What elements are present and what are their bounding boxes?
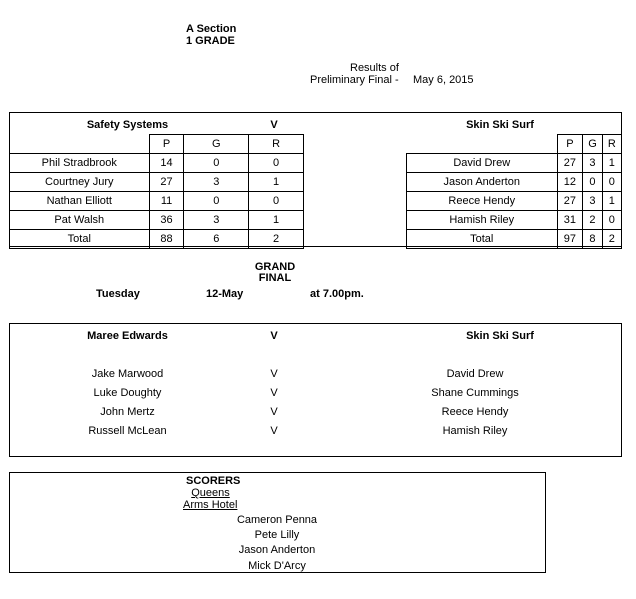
scorer-name: Pete Lilly: [254, 529, 300, 541]
total-r: 2: [602, 230, 621, 249]
scorer-name: Jason Anderton: [238, 544, 316, 556]
player-name: Courtney Jury: [10, 173, 150, 192]
total-g: 6: [184, 230, 249, 249]
grand-final-title-line2: FINAL: [258, 272, 292, 284]
player-name: Jason Anderton: [407, 173, 558, 192]
grand-final-date: 12-May: [206, 288, 244, 300]
away-team-name: Skin Ski Surf: [466, 119, 534, 131]
versus-label: V: [270, 119, 278, 131]
table-row: [407, 211, 622, 230]
column-header-g: G: [184, 135, 249, 154]
player-p: 14: [149, 154, 184, 173]
lineup-versus: V: [270, 387, 278, 399]
player-r: 1: [249, 211, 304, 230]
lineup-away-player: Shane Cummings: [431, 387, 519, 399]
section-title: A Section: [186, 23, 237, 35]
player-g: 3: [184, 211, 249, 230]
player-r: 0: [602, 211, 621, 230]
lineup-versus: V: [270, 368, 278, 380]
scorers-title: SCORERS: [186, 475, 241, 487]
table-row: [10, 211, 304, 230]
grand-final-day: Tuesday: [96, 288, 140, 300]
player-p: 11: [149, 192, 184, 211]
lineup-home-player: Russell McLean: [88, 425, 167, 437]
lineup-away-player: David Drew: [446, 368, 504, 380]
grand-final-home-team: Maree Edwards: [87, 330, 168, 342]
total-row: [407, 230, 622, 249]
player-r: 0: [602, 173, 621, 192]
table-row: [407, 173, 622, 192]
home-team-table: [9, 134, 304, 249]
lineup-versus: V: [270, 425, 278, 437]
lineup-home-player: Luke Doughty: [93, 387, 162, 399]
player-g: 0: [184, 192, 249, 211]
table-row: [10, 192, 304, 211]
player-p: 31: [557, 211, 583, 230]
column-header-r: R: [249, 135, 304, 154]
total-row: [10, 230, 304, 249]
round-date: May 6, 2015: [413, 74, 474, 86]
column-header-r: R: [602, 135, 621, 154]
player-name: David Drew: [407, 154, 558, 173]
scorers-sponsor-line1: Queens: [191, 487, 230, 499]
player-g: 2: [583, 211, 602, 230]
total-p: 97: [557, 230, 583, 249]
table-header-row: [10, 135, 304, 154]
table-row: [407, 192, 622, 211]
player-g: 3: [583, 192, 602, 211]
player-r: 0: [249, 192, 304, 211]
player-name: Pat Walsh: [10, 211, 150, 230]
total-label: Total: [407, 230, 558, 249]
player-name: Hamish Riley: [407, 211, 558, 230]
column-header-g: G: [583, 135, 602, 154]
player-name: Reece Hendy: [407, 192, 558, 211]
player-r: 1: [602, 154, 621, 173]
round-label: Preliminary Final -: [310, 74, 399, 86]
lineup-away-player: Hamish Riley: [442, 425, 508, 437]
lineup-away-player: Reece Hendy: [441, 406, 509, 418]
grand-final-time: at 7.00pm.: [310, 288, 364, 300]
scorer-name: Cameron Penna: [236, 514, 318, 526]
player-p: 27: [557, 154, 583, 173]
player-r: 1: [249, 173, 304, 192]
results-of-label: Results of: [350, 62, 399, 74]
column-header-p: P: [557, 135, 583, 154]
grand-final-versus: V: [270, 330, 278, 342]
player-name: Phil Stradbrook: [10, 154, 150, 173]
total-g: 8: [583, 230, 602, 249]
grade-title: 1 GRADE: [186, 35, 235, 47]
total-label: Total: [10, 230, 150, 249]
player-p: 27: [149, 173, 184, 192]
total-r: 2: [249, 230, 304, 249]
lineup-home-player: Jake Marwood: [91, 368, 164, 380]
player-r: 0: [249, 154, 304, 173]
home-team-name: Safety Systems: [86, 119, 169, 131]
player-r: 1: [602, 192, 621, 211]
grand-final-title-line1: GRAND: [254, 261, 296, 273]
player-g: 0: [184, 154, 249, 173]
table-row: [10, 173, 304, 192]
player-p: 27: [557, 192, 583, 211]
away-team-table: [406, 134, 622, 249]
table-row: [407, 154, 622, 173]
player-p: 36: [149, 211, 184, 230]
lineup-versus: V: [270, 406, 278, 418]
scorer-name: Mick D'Arcy: [248, 560, 306, 572]
table-header-row: [407, 135, 622, 154]
table-row: [10, 154, 304, 173]
grand-final-away-team: Skin Ski Surf: [466, 330, 534, 342]
player-p: 12: [557, 173, 583, 192]
column-header-p: P: [149, 135, 184, 154]
player-g: 3: [583, 154, 602, 173]
player-name: Nathan Elliott: [10, 192, 150, 211]
lineup-home-player: John Mertz: [100, 406, 155, 418]
player-g: 3: [184, 173, 249, 192]
player-g: 0: [583, 173, 602, 192]
scorers-sponsor-line2: Arms Hotel: [183, 499, 238, 511]
total-p: 88: [149, 230, 184, 249]
